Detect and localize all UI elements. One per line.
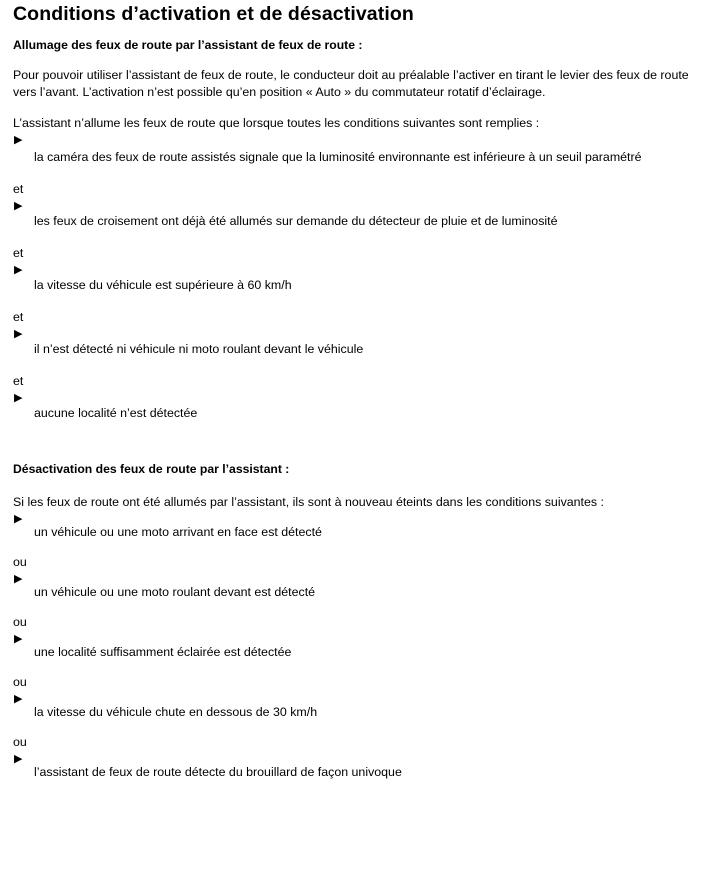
page-title: Conditions d’activation et de désactivation — [13, 3, 414, 25]
list-item — [13, 751, 696, 781]
triangle-bullet-icon: ▶ — [14, 512, 23, 525]
list-item — [13, 631, 696, 661]
connector-et: et — [13, 374, 24, 388]
list-item-label: la vitesse du véhicule chute en dessous de 30 km/h — [34, 704, 318, 719]
connector-ou: ou — [13, 555, 27, 569]
triangle-bullet-icon: ▶ — [14, 752, 23, 765]
section-heading-activation: Allumage des feux de route par l’assistant de feux de route : — [13, 38, 363, 52]
triangle-bullet-icon: ▶ — [14, 327, 23, 340]
connector-ou: ou — [13, 675, 27, 689]
list-item-label: il n’est détecté ni véhicule ni moto roulant devant le véhicule — [34, 341, 364, 356]
list-item — [13, 511, 696, 541]
section-heading-deactivation: Désactivation des feux de route par l’assistant : — [13, 462, 290, 476]
triangle-bullet-icon: ▶ — [14, 572, 23, 585]
activation-lead-in: L’assistant n’allume les feux de route que lorsque toutes les conditions suivantes sont remplies : — [13, 116, 540, 130]
list-item-label: un véhicule ou une moto roulant devant est détecté — [34, 584, 316, 599]
list-item-label: la caméra des feux de route assistés signale que la luminosité environnante est inférieure à un seuil paramétré — [34, 149, 642, 164]
list-item — [13, 691, 696, 721]
triangle-bullet-icon: ▶ — [14, 632, 23, 645]
triangle-bullet-icon: ▶ — [14, 391, 23, 404]
connector-et: et — [13, 246, 24, 260]
list-item-label: la vitesse du véhicule est supérieure à 60 km/h — [34, 277, 292, 292]
connector-ou: ou — [13, 735, 27, 749]
activation-intro-paragraph: Pour pouvoir utiliser l’assistant de feux de route, le conducteur doit au préalable l’activer en tirant le levier des feux de route vers l’avant. L’activation n’est possible qu’en position « Auto » du commutateur rotatif d’éclairage. — [13, 68, 689, 99]
list-item — [13, 571, 696, 601]
list-item — [13, 198, 696, 230]
list-item-label: une localité suffisamment éclairée est détectée — [34, 644, 292, 659]
list-item-label: les feux de croisement ont déjà été allumés sur demande du détecteur de pluie et de luminosité — [34, 213, 558, 228]
list-item-label: un véhicule ou une moto arrivant en face est détecté — [34, 524, 322, 539]
triangle-bullet-icon: ▶ — [14, 199, 23, 212]
connector-et: et — [13, 310, 24, 324]
list-item-label: l’assistant de feux de route détecte du brouillard de façon univoque — [34, 764, 402, 779]
list-item — [13, 132, 696, 166]
deactivation-lead-in: Si les feux de route ont été allumés par l’assistant, ils sont à nouveau éteints dans les conditions suivantes : — [13, 495, 604, 509]
triangle-bullet-icon: ▶ — [14, 133, 23, 146]
list-item — [13, 262, 696, 294]
list-item — [13, 390, 696, 422]
triangle-bullet-icon: ▶ — [14, 692, 23, 705]
triangle-bullet-icon: ▶ — [14, 263, 23, 276]
list-item-label: aucune localité n’est détectée — [34, 405, 198, 420]
list-item — [13, 326, 696, 358]
connector-et: et — [13, 182, 24, 196]
connector-ou: ou — [13, 615, 27, 629]
